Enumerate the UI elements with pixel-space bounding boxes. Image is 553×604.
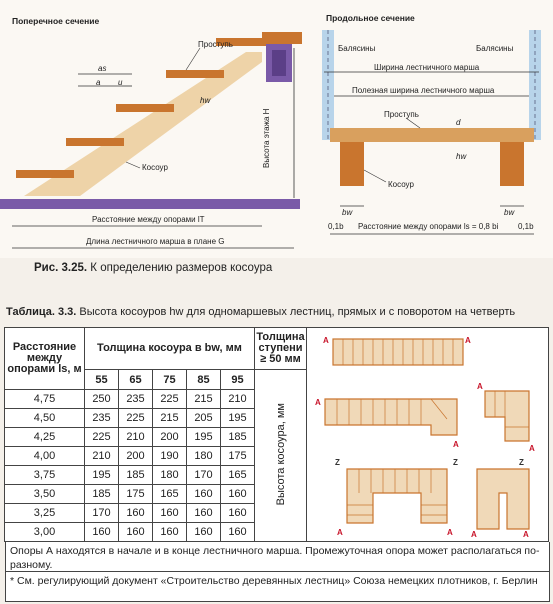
value-cell: 175	[119, 485, 153, 504]
svg-text:A: A	[453, 439, 459, 449]
flight-length-label: Длина лестничного марша в плане G	[86, 237, 225, 246]
width-col-3: 85	[187, 370, 221, 390]
plan-quarter-turn-2	[485, 391, 529, 441]
table-title-text: Высота косоуров hw для одномаршевых лестниц, прямых и с поворотом на четверть	[76, 306, 516, 318]
value-cell: 160	[221, 523, 255, 542]
stringer-right-block	[500, 142, 524, 186]
ls-cell: 4,25	[5, 428, 85, 447]
value-cell: 170	[187, 466, 221, 485]
value-cell: 210	[85, 447, 119, 466]
figure-caption	[34, 262, 272, 274]
stringer-leader-right	[364, 170, 386, 182]
value-cell: 185	[221, 428, 255, 447]
value-cell: 225	[119, 409, 153, 428]
value-cell: 210	[119, 428, 153, 447]
tread-leader-right	[406, 118, 420, 128]
step-4	[166, 70, 224, 78]
value-cell: 200	[153, 428, 187, 447]
table-number: Таблица. 3.3.	[6, 306, 77, 318]
height-vertical-label: Высота косоура, мм	[274, 402, 287, 506]
tread-plank	[330, 128, 534, 142]
stringer-leader	[126, 162, 140, 168]
svg-text:A: A	[315, 397, 321, 407]
bw-label-left: bw	[342, 208, 353, 217]
value-cell: 225	[85, 428, 119, 447]
value-cell: 180	[187, 447, 221, 466]
value-cell: 165	[153, 485, 187, 504]
stringer-left-block	[340, 142, 364, 186]
a-label: a	[96, 78, 101, 87]
value-cell: 160	[221, 485, 255, 504]
stringer-label-right: Косоур	[388, 180, 414, 189]
value-cell: 195	[187, 428, 221, 447]
width-col-1: 65	[119, 370, 153, 390]
offset-label-left: 0,1b	[328, 222, 344, 231]
value-cell: 160	[119, 523, 153, 542]
ls-cell: 3,00	[5, 523, 85, 542]
ls-cell: 4,75	[5, 390, 85, 409]
value-cell: 180	[153, 466, 187, 485]
value-cell: 200	[119, 447, 153, 466]
support-distance-label: Расстояние между опорами lT	[92, 215, 205, 224]
svg-text:A: A	[337, 527, 343, 537]
useful-width-label: Полезная ширина лестничного марша	[352, 86, 495, 95]
balusters-label-right: Балясины	[476, 44, 514, 53]
thickness-header: Толщина косоура в bw, мм	[85, 328, 255, 370]
long-section-title: Продольное сечение	[326, 13, 415, 23]
value-cell: 195	[221, 409, 255, 428]
value-cell: 235	[85, 409, 119, 428]
col-ls-header: Расстояние между опорами ls, м	[5, 328, 85, 390]
value-cell: 160	[153, 504, 187, 523]
value-cell: 225	[153, 390, 187, 409]
value-cell: 190	[153, 447, 187, 466]
ls-cell: 4,00	[5, 447, 85, 466]
svg-text:Z: Z	[519, 457, 524, 467]
value-cell: 195	[85, 466, 119, 485]
ls-cell: 4,50	[5, 409, 85, 428]
step-3	[116, 104, 174, 112]
table-note: Опоры А находятся в начале и в конце лестничного марша. Промежуточная опора может располагаться по-разному.	[5, 542, 550, 572]
floor-height-label: Высота этажа H	[262, 108, 271, 168]
svg-text:A: A	[465, 335, 471, 345]
width-col-0: 55	[85, 370, 119, 390]
long-section-drawing	[310, 0, 553, 258]
value-cell: 165	[221, 466, 255, 485]
value-cell: 170	[85, 504, 119, 523]
value-cell: 160	[85, 523, 119, 542]
caption-number: Рис. 3.25.	[34, 262, 88, 274]
value-cell: 175	[221, 447, 255, 466]
tread-label-left: Проступь	[198, 40, 233, 49]
value-cell: 160	[187, 504, 221, 523]
stringer-height-table	[4, 327, 549, 542]
height-vertical-cell	[255, 370, 307, 542]
intermediate-markers	[335, 458, 524, 467]
hw-label-left: hw	[200, 96, 211, 105]
value-cell: 205	[187, 409, 221, 428]
step-1	[16, 170, 74, 178]
ls-cell: 3,75	[5, 466, 85, 485]
hw-label-right: hw	[456, 152, 467, 161]
width-col-4: 95	[221, 370, 255, 390]
ls-cell: 3,25	[5, 504, 85, 523]
plan-straight	[333, 339, 463, 365]
tread-label-right: Проступь	[384, 110, 419, 119]
table-title	[6, 306, 515, 318]
value-cell: 160	[187, 523, 221, 542]
plan-quarter-turn-1	[325, 399, 457, 435]
value-cell: 235	[119, 390, 153, 409]
value-cell: 215	[187, 390, 221, 409]
plan-diagrams-cell	[307, 328, 549, 542]
as-label: as	[98, 64, 107, 73]
slab-block-inner	[272, 50, 286, 76]
floor-slab	[0, 199, 300, 209]
plan-diagrams	[307, 329, 539, 541]
svg-text:A: A	[477, 381, 483, 391]
value-cell: 160	[221, 504, 255, 523]
svg-text:A: A	[471, 529, 477, 539]
plan-u-turn-2	[477, 469, 529, 529]
value-cell: 215	[153, 409, 187, 428]
value-cell: 185	[119, 466, 153, 485]
svg-text:A: A	[447, 527, 453, 537]
tread-leader	[186, 48, 200, 70]
step-2	[66, 138, 124, 146]
value-cell: 160	[119, 504, 153, 523]
value-cell: 160	[153, 523, 187, 542]
ls-cell: 3,50	[5, 485, 85, 504]
stringer-label-left: Косоур	[142, 163, 168, 172]
table-footnote: * См. регулирующий документ «Строительство деревянных лестниц» Союза немецких плотников, г. Берлин	[5, 572, 550, 602]
slab-top	[262, 32, 302, 44]
support-formula-label: Расстояние между опорами ls = 0,8 bi	[358, 222, 499, 231]
balusters-label-left: Балясины	[338, 44, 376, 53]
bw-label-right: bw	[504, 208, 515, 217]
flight-width-label: Ширина лестничного марша	[374, 63, 480, 72]
step-header: Толщина ступени ≥ 50 мм	[255, 328, 307, 370]
svg-text:A: A	[323, 335, 329, 345]
value-cell: 210	[221, 390, 255, 409]
svg-text:Z: Z	[335, 457, 340, 467]
svg-text:Z: Z	[453, 457, 458, 467]
value-cell: 250	[85, 390, 119, 409]
svg-text:A: A	[529, 443, 535, 453]
svg-text:A: A	[523, 529, 529, 539]
caption-text: К определению размеров косоура	[87, 262, 273, 274]
u-label: u	[118, 78, 123, 87]
offset-label-right: 0,1b	[518, 222, 534, 231]
d-label: d	[456, 118, 461, 127]
value-cell: 160	[187, 485, 221, 504]
cross-section-title: Поперечное сечение	[12, 16, 100, 26]
width-col-2: 75	[153, 370, 187, 390]
value-cell: 185	[85, 485, 119, 504]
